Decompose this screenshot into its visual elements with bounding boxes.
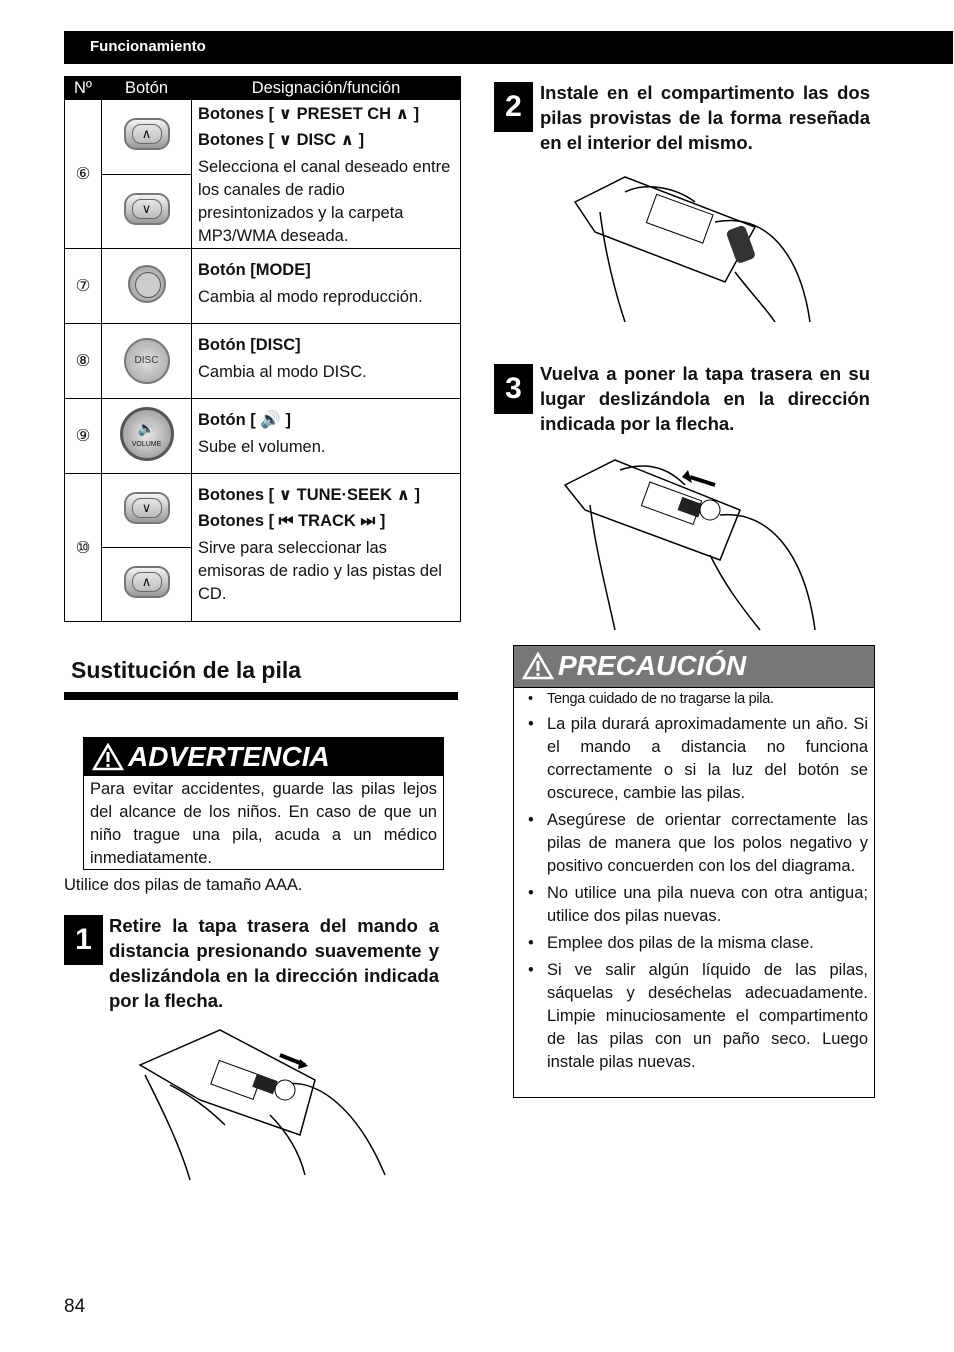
function-description: Sirve para seleccionar las emisoras de radio y las pistas del CD. [198, 539, 442, 603]
hand-holding-remote-illustration [565, 172, 815, 327]
hand-holding-remote-illustration [560, 455, 825, 635]
step-text-2: Instale en el compartimento las dos pilas provistas de la forma reseñada en el interior del mismo. [540, 82, 870, 153]
step-number-3: 3 [494, 364, 533, 414]
caution-item: • Si ve salir algún líquido de las pilas, sáquelas y deséchelas adecuadamente. Limpie minuciosamente el compartimento de las pilas con un paño seco. Luego instale pilas nuevas. [528, 959, 868, 1074]
warning-box [83, 737, 444, 870]
function-title: Botones [ ∨ PRESET CH ∧ ] [198, 105, 420, 123]
row-number: ⑩ [65, 474, 102, 622]
caution-item: • No utilice una pila nueva con otra antigua; utilice dos pilas nuevas. [528, 882, 868, 928]
table-row [65, 249, 461, 324]
hand-holding-remote-illustration [130, 1025, 400, 1185]
warning-text: Para evitar accidentes, guarde las pilas lejos del alcance de los niños. En caso de que un niño trague una pila, acuda a un médico inmediatamente. [90, 780, 437, 867]
row-number: ⑦ [65, 249, 102, 324]
caution-item: • Emplee dos pilas de la misma clase. [528, 932, 868, 955]
button-image-cell [102, 399, 192, 474]
function-description: Cambia al modo DISC. [198, 363, 367, 381]
function-description-cell [192, 100, 461, 249]
step-text-1: Retire la tapa trasera del mando a distancia presionando suavemente y deslizándola en la dirección indicada por la flecha. [109, 915, 439, 1011]
warning-title: ADVERTENCIA [128, 741, 330, 772]
page-number: 84 [64, 1296, 86, 1317]
tune-down-button-icon: ∨ [124, 492, 170, 524]
button-image-cell [102, 249, 192, 324]
button-image-cell [102, 100, 192, 175]
table-header-button: Botón [102, 77, 192, 100]
button-image-cell [102, 548, 192, 622]
function-title: Botón [MODE] [198, 261, 311, 279]
table-header-function: Designación/función [192, 77, 461, 100]
table-row [65, 324, 461, 399]
function-description-cell [192, 324, 461, 399]
step-number-2: 2 [494, 82, 533, 132]
button-image-cell [102, 174, 192, 249]
section-divider [64, 692, 458, 700]
row-number: ⑥ [65, 100, 102, 249]
function-description: Cambia al modo reproducción. [198, 288, 423, 306]
button-image-cell [102, 474, 192, 548]
preset-up-button-icon: ∧ [124, 118, 170, 150]
volume-button-icon [120, 407, 174, 461]
function-title: Botón [ 🔊 ] [198, 411, 291, 429]
tune-up-button-icon: ∧ [124, 566, 170, 598]
table-header-row [65, 77, 461, 100]
battery-note: Utilice dos pilas de tamaño AAA. [64, 876, 303, 894]
warning-triangle-icon [92, 743, 124, 771]
button-image-cell [102, 324, 192, 399]
function-description: Sube el volumen. [198, 438, 326, 456]
section-title: Sustitución de la pila [71, 657, 302, 683]
row-number: ⑧ [65, 324, 102, 399]
caution-header [514, 646, 874, 688]
disc-button-icon: DISC [124, 338, 170, 384]
caution-list [514, 689, 874, 1074]
function-title: Botones [ ⏮ TRACK ⏭ ] [198, 512, 386, 530]
caution-title: PRECAUCIÓN [558, 650, 747, 681]
warning-triangle-icon [522, 652, 554, 680]
function-title: Botón [DISC] [198, 336, 301, 354]
function-description-cell [192, 249, 461, 324]
table-header-num: Nº [65, 77, 102, 100]
warning-header [84, 738, 443, 776]
caution-box [513, 645, 875, 1098]
preset-down-button-icon: ∨ [124, 193, 170, 225]
caution-item: • Tenga cuidado de no tragarse la pila. [528, 689, 868, 709]
button-function-table [64, 76, 461, 622]
function-description: Selecciona el canal deseado entre los canales de radio presintonizados y la carpeta MP3/WMA deseada. [198, 158, 451, 245]
caution-item: • La pila durará aproximadamente un año. Si el mando a distancia no funciona correctamente o si la luz del botón se oscurece, cambie las pilas. [528, 713, 868, 805]
step-number-1: 1 [64, 915, 103, 965]
speaker-icon: 🔊 [137, 419, 156, 436]
section-header-bar [64, 31, 953, 64]
volume-button-label: VOLUME [131, 440, 162, 448]
function-description-cell [192, 399, 461, 474]
mode-button-icon [128, 265, 166, 303]
function-description-cell [192, 474, 461, 622]
function-title: Botones [ ∨ DISC ∧ ] [198, 131, 365, 149]
table-row [65, 100, 461, 175]
row-number: ⑨ [65, 399, 102, 474]
caution-item: • Asegúrese de orientar correctamente las pilas de manera que los polos negativo y positivo concuerden con los del diagrama. [528, 809, 868, 878]
function-title: Botones [ ∨ TUNE·SEEK ∧ ] [198, 486, 421, 504]
step-text-3: Vuelva a poner la tapa trasera en su lugar deslizándola en la dirección indicada por la flecha. [540, 363, 870, 434]
section-header-label: Funcionamiento [90, 38, 206, 55]
table-row [65, 474, 461, 548]
table-row [65, 399, 461, 474]
